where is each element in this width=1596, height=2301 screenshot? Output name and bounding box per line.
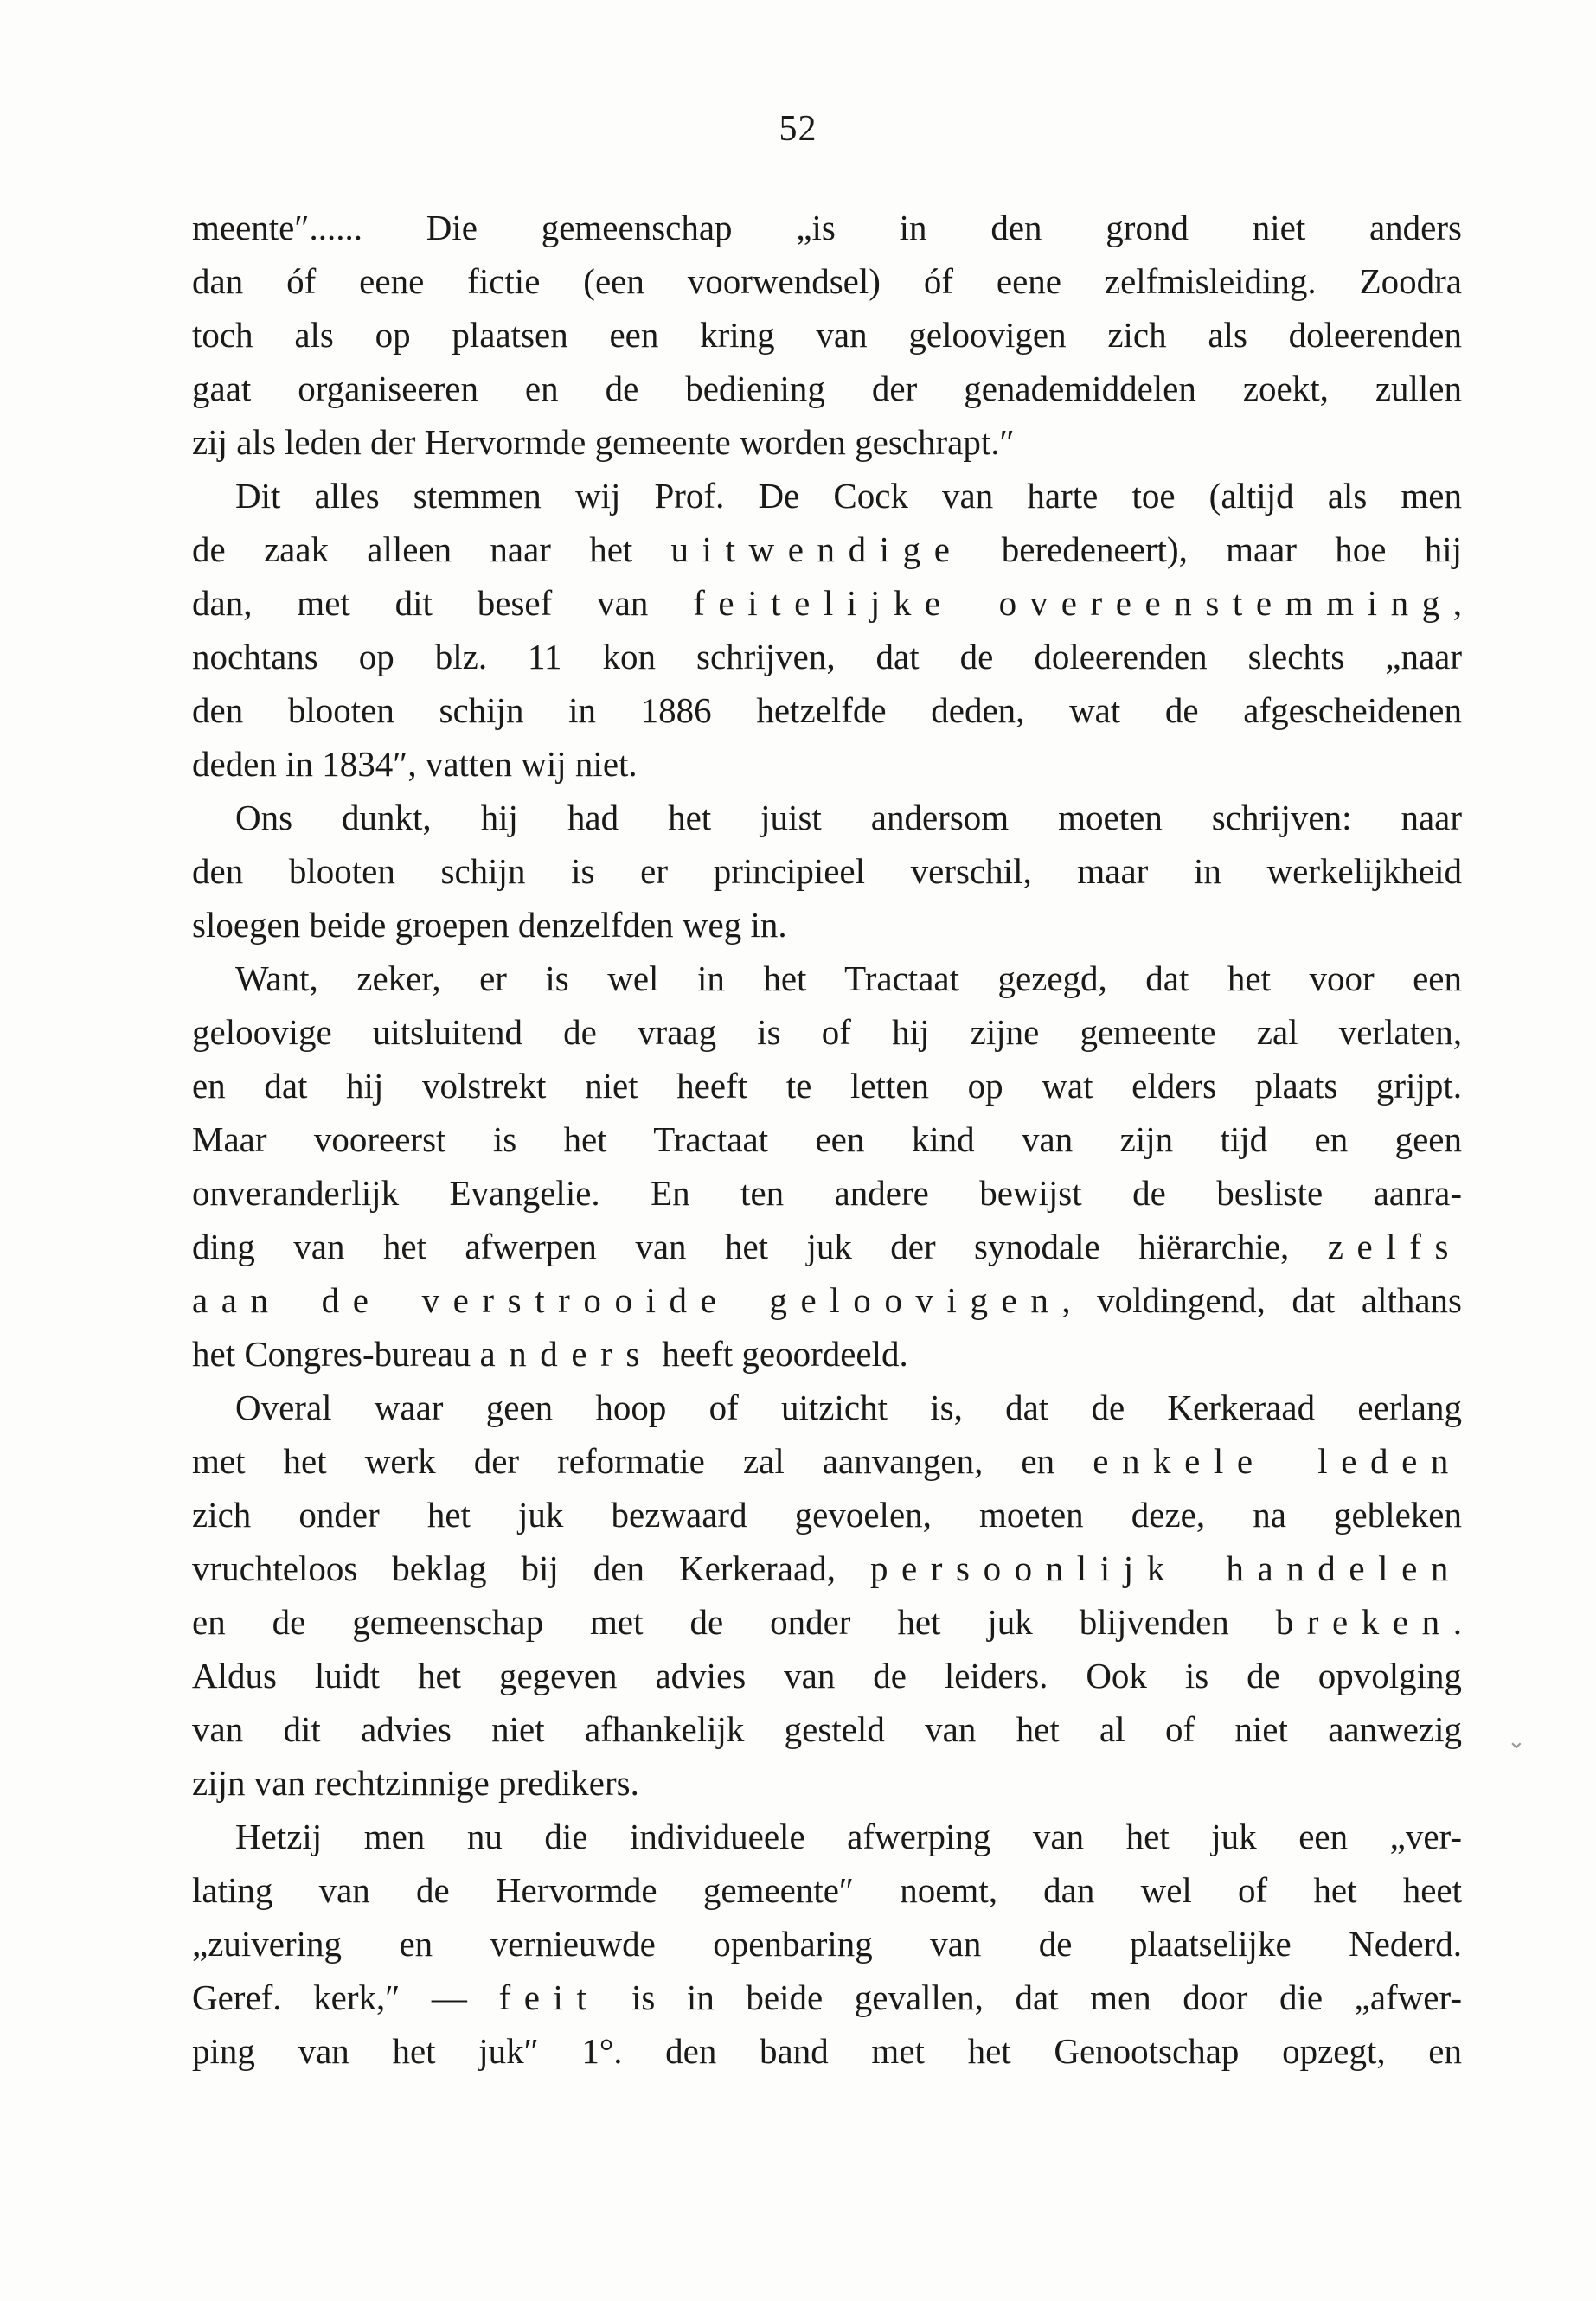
text-segment: vruchteloos beklag bij den Kerkeraad, bbox=[192, 1548, 870, 1588]
text-segment: den blooten schijn in 1886 hetzelfde deden, wat de afgescheidenen bbox=[192, 690, 1462, 730]
text-line bbox=[192, 1059, 1462, 1112]
body-text bbox=[192, 201, 1462, 2078]
text-line bbox=[192, 1971, 1462, 2024]
text-segment: meente″...... Die gemeenschap „is in den grond niet anders bbox=[192, 208, 1462, 247]
text-line bbox=[192, 1702, 1462, 1756]
spaced-emphasis: aan de verstrooide geloovigen bbox=[192, 1280, 1062, 1320]
spaced-emphasis: persoonlijk handelen bbox=[869, 1548, 1462, 1588]
spaced-emphasis: anders bbox=[479, 1334, 653, 1374]
text-segment: , voldingend, dat althans bbox=[1061, 1280, 1462, 1320]
text-segment: heeft geoordeeld. bbox=[652, 1334, 908, 1374]
text-segment: den blooten schijn is er principieel verschil, maar in werkelijkheid bbox=[192, 851, 1462, 891]
text-line bbox=[192, 791, 1462, 844]
text-line bbox=[192, 1327, 1462, 1381]
text-line bbox=[192, 201, 1462, 254]
text-segment: dan óf eene fictie (een voorwendsel) óf eene zelfmisleiding. Zoodra bbox=[192, 261, 1462, 301]
text-segment: lating van de Hervormde gemeente″ noemt, dan wel of het heet bbox=[192, 1870, 1462, 1910]
text-segment: en de gemeenschap met de onder het juk blijvenden bbox=[192, 1602, 1276, 1642]
text-segment: Overal waar geen hoop of uitzicht is, dat de Kerkeraad eerlang bbox=[235, 1388, 1462, 1427]
text-segment: de zaak alleen naar het bbox=[192, 529, 671, 569]
text-line bbox=[192, 1166, 1462, 1220]
text-segment: Geref. kerk,″ — bbox=[192, 1977, 499, 2017]
text-segment: Maar vooreerst is het Tractaat een kind van zijn tijd en geen bbox=[192, 1119, 1462, 1159]
text-line bbox=[192, 1112, 1462, 1166]
text-segment: het Congres-bureau bbox=[192, 1334, 480, 1374]
text-line bbox=[192, 1595, 1462, 1649]
page-number: 52 bbox=[779, 109, 817, 149]
text-segment: zij als leden der Hervormde gemeente worden geschrapt.″ bbox=[192, 422, 1015, 462]
spaced-emphasis: feitelijke bbox=[693, 583, 954, 623]
text-segment: , bbox=[1452, 583, 1462, 623]
text-segment: Ons dunkt, hij had het juist andersom moeten schrijven: naar bbox=[235, 798, 1462, 837]
text-line bbox=[192, 1434, 1462, 1488]
spaced-emphasis: uitwendige bbox=[670, 529, 964, 569]
spaced-emphasis: zelfs bbox=[1327, 1227, 1462, 1266]
margin-mark: ⌄ bbox=[1507, 1728, 1526, 1754]
text-segment: van dit advies niet afhankelijk gesteld van het al of niet aanwezig bbox=[192, 1709, 1462, 1749]
text-segment: toch als op plaatsen een kring van geloovigen zich als doleerenden bbox=[192, 315, 1462, 355]
text-segment: gaat organiseeren en de bediening der genademiddelen zoekt, zullen bbox=[192, 369, 1462, 408]
text-line bbox=[192, 469, 1462, 522]
text-line bbox=[192, 1273, 1462, 1327]
text-line bbox=[192, 683, 1462, 737]
text-line bbox=[192, 415, 1462, 469]
text-line bbox=[192, 1863, 1462, 1917]
text-segment: is in beide gevallen, dat men door die „afwer- bbox=[599, 1977, 1462, 2017]
text-segment: zijn van rechtzinnige predikers. bbox=[192, 1763, 639, 1803]
text-line bbox=[192, 254, 1462, 308]
text-segment: ding van het afwerpen van het juk der synodale hiërarchie, bbox=[192, 1227, 1328, 1266]
text-segment bbox=[954, 583, 999, 623]
text-line bbox=[192, 522, 1462, 576]
text-segment: Want, zeker, er is wel in het Tractaat gezegd, dat het voor een bbox=[235, 958, 1462, 998]
text-segment: met het werk der reformatie zal aanvangen, en bbox=[192, 1441, 1093, 1481]
text-line bbox=[192, 1381, 1462, 1434]
text-line bbox=[192, 1917, 1462, 1971]
text-segment: en dat hij volstrekt niet heeft te letten op wat elders plaats grijpt. bbox=[192, 1066, 1462, 1106]
text-line bbox=[192, 844, 1462, 898]
text-line bbox=[192, 576, 1462, 630]
text-line bbox=[192, 1220, 1462, 1273]
text-segment: Aldus luidt het gegeven advies van de leiders. Ook is de opvolging bbox=[192, 1656, 1462, 1695]
text-line bbox=[192, 898, 1462, 952]
text-line bbox=[192, 308, 1462, 362]
spaced-emphasis: feit bbox=[498, 1977, 600, 2017]
text-line bbox=[192, 1810, 1462, 1863]
text-line bbox=[192, 952, 1462, 1005]
text-segment: ping van het juk″ 1°. den band met het Genootschap opzegt, en bbox=[192, 2031, 1462, 2071]
text-segment: deden in 1834″, vatten wij niet. bbox=[192, 744, 638, 784]
spaced-emphasis: breken bbox=[1275, 1602, 1453, 1642]
text-line bbox=[192, 1756, 1462, 1810]
text-segment: beredeneert), maar hoe hij bbox=[963, 529, 1462, 569]
text-segment: dan, met dit besef van bbox=[192, 583, 694, 623]
text-segment: Hetzij men nu die individueele afwerping van het juk een „ver- bbox=[235, 1817, 1462, 1856]
text-line bbox=[192, 1649, 1462, 1702]
text-line bbox=[192, 362, 1462, 415]
text-line bbox=[192, 2024, 1462, 2078]
text-segment: zich onder het juk bezwaard gevoelen, moeten deze, na gebleken bbox=[192, 1495, 1462, 1535]
text-segment: geloovige uitsluitend de vraag is of hij zijne gemeente zal verlaten, bbox=[192, 1012, 1462, 1052]
text-line bbox=[192, 630, 1462, 683]
text-segment: Dit alles stemmen wij Prof. De Cock van harte toe (altijd als men bbox=[235, 476, 1462, 516]
text-segment: nochtans op blz. 11 kon schrijven, dat de doleerenden slechts „naar bbox=[192, 637, 1462, 676]
text-line bbox=[192, 737, 1462, 791]
text-segment: onveranderlijk Evangelie. En ten andere bewijst de besliste aanra- bbox=[192, 1173, 1462, 1213]
text-segment: . bbox=[1452, 1602, 1462, 1642]
text-line bbox=[192, 1541, 1462, 1595]
spaced-emphasis: overeenstemming bbox=[998, 583, 1453, 623]
spaced-emphasis: enkele leden bbox=[1093, 1441, 1462, 1481]
text-segment: „zuivering en vernieuwde openbaring van de plaatselijke Nederd. bbox=[192, 1924, 1462, 1964]
text-line bbox=[192, 1488, 1462, 1541]
text-segment: sloegen beide groepen denzelfden weg in. bbox=[192, 905, 787, 945]
text-line bbox=[192, 1005, 1462, 1059]
